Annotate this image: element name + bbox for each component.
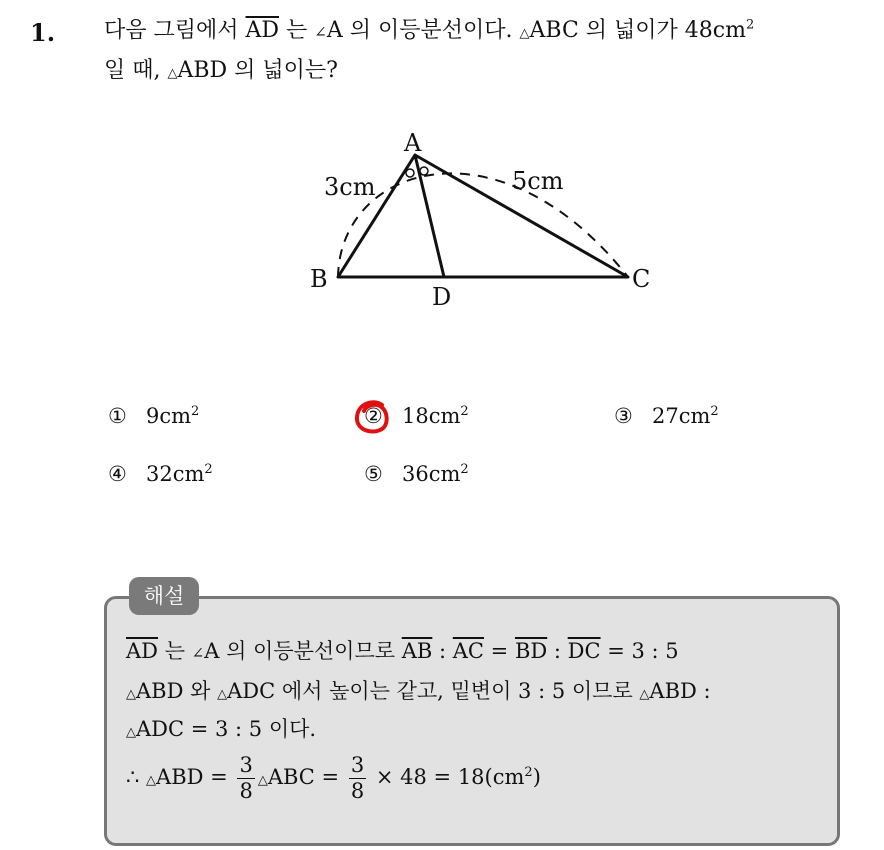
choice-5[interactable]: ⑤ $36cm^2$ (364, 462, 469, 486)
choice-4[interactable]: ④ $32cm^2$ (108, 462, 213, 486)
solution-line3: △ADC = 3 : 5 이다. (126, 717, 317, 741)
solution-line2: △ABD 와 △ADC 에서 높이는 같고, 밑변이 3 : 5 이므로 △ABD : (126, 679, 711, 703)
question-text-line2: 일 때, △ABD 의 넓이는? (104, 58, 338, 83)
solution-line1: $\overline{AD}$ 는 ∠A 의 이등분선이므로 $\overline{AB}$ : $\overline{AC} = \overline{BD}$ : $\overline{DC} = 3$ : 5 (126, 639, 679, 663)
triangle-abc (338, 155, 628, 277)
angle-mark-left (406, 169, 414, 177)
choice-2[interactable]: ② $18cm^2$ (364, 404, 469, 428)
choice-1[interactable]: ① $9cm^2$ (108, 404, 200, 428)
fraction-3-8-first: $\frac{3}{8}$ (239, 753, 253, 803)
segment-ad: $\overline{AD}$ (245, 18, 280, 43)
side-label-ac: 5cm (512, 167, 564, 195)
vertex-label-a: A (404, 129, 422, 157)
vertex-label-c: C (632, 265, 651, 293)
angle-mark-right (420, 167, 428, 175)
solution-line4: ∴ △ABD = $\frac{3}{8}$ △ABC = $\frac{3}{8}$ × $48 = 18(cm^2)$ (126, 753, 541, 803)
answer-circle-mark-icon (352, 397, 392, 437)
point-label-d: D (432, 283, 452, 311)
triangle-figure (300, 125, 670, 315)
circumscribed-arc (338, 173, 628, 277)
solution-tag: 해설 (129, 577, 199, 615)
fraction-3-8-second: $\frac{3}{8}$ (350, 753, 365, 803)
question-number: 1. (30, 18, 56, 47)
vertex-label-b: B (310, 265, 328, 293)
bisector-ad (415, 155, 444, 277)
question-text-line1: 다음 그림에서 $\overline{AD}$ 는 ∠A 의 이등분선이다. △ABC 의 넓이가 $48cm^2$ (104, 17, 755, 43)
choice-3[interactable]: ③ $27cm^2$ (614, 404, 719, 428)
side-label-ab: 3cm (324, 173, 376, 201)
